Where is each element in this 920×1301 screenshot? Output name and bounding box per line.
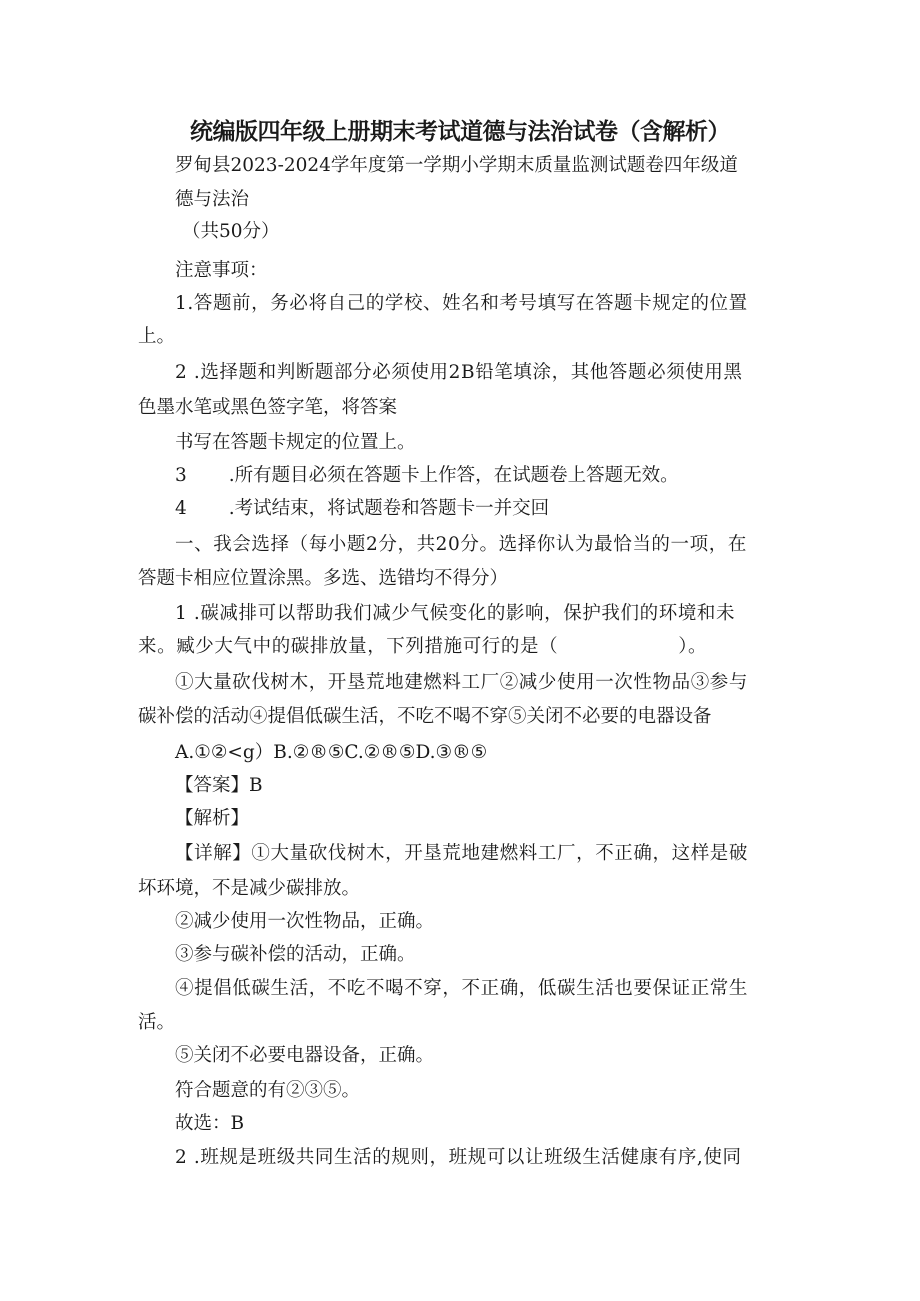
q2-stem-line-1: 2 .班规是班级共同生活的规则，班规可以让班级生活健康有序,使同: [175, 1147, 742, 1168]
note-2-line-1: 2 .选择题和判断题部分必须使用2B铅笔填涂，其他答题必须使用黑: [175, 362, 743, 383]
q1-choices: A.①②<g）B.②®⑤C.②®⑤D.③®⑤: [175, 742, 488, 763]
q1-stem-line-1: 1 .碳减排可以帮助我们减少气候变化的影响，保护我们的环境和未: [175, 603, 736, 624]
section-1-line-2: 答题卡相应位置涂黑。多选、选错均不得分）: [138, 568, 509, 589]
q1-stem-text: 来。臧少大气中的碳排放量，下列措施可行的是（: [138, 636, 559, 657]
q1-detail-3: ③参与碳补偿的活动，正确。: [175, 944, 416, 965]
q1-detail-2: ②减少使用一次性物品，正确。: [175, 911, 435, 932]
subtitle-line-1: 罗甸县2023-2024学年度第一学期小学期末质量监测试题卷四年级道: [175, 155, 738, 176]
note-4: [175, 496, 549, 522]
note-3-text: .所有题目必须在答题卡上作答，在试题卷上答题无效。: [228, 465, 679, 486]
q1-detail-line-2: 坏环境，不是减少碳排放。: [138, 878, 361, 899]
note-1-line-1: 1.答题前，务必将自己的学校、姓名和考号填写在答题卡规定的位置: [175, 293, 748, 314]
q1-options-line-2: 碳补偿的活动④提倡低碳生活，不吃不喝不穿⑤关闭不必要的电器设备: [138, 706, 712, 727]
q1-options-line-1: ①大量砍伐树木，开垦荒地建燃料工厂②减少使用一次性物品③参与: [175, 672, 749, 693]
q1-analysis-label: 【解析】: [175, 808, 250, 829]
note-4-number: 4: [175, 498, 187, 519]
q1-detail-line-1: 【详解】①大量砍伐树木，开垦荒地建燃料工厂，不正确，这样是破: [175, 843, 749, 864]
q1-stem-end: ）。: [678, 636, 708, 657]
note-2-line-2: 色墨水笔或黑色签字笔，将答案: [138, 397, 398, 418]
q1-detail-4-line-2: 活。: [138, 1012, 176, 1033]
q1-stem-line-2: [138, 634, 707, 660]
q1-detail-4-line-1: ④提倡低碳生活，不吃不喝不穿，不正确，低碳生活也要保证正常生: [175, 978, 749, 999]
note-3: [175, 463, 679, 489]
note-1-line-2: 上。: [138, 326, 176, 347]
note-4-text: .考试结束，将试题卷和答题卡一并交回: [228, 498, 550, 519]
note-2-line-3: 书写在答题卡规定的位置上。: [175, 432, 416, 453]
page-title: 统编版四年级上册期末考试道德与法治试卷（含解析）: [190, 119, 730, 145]
subtitle-line-2: 德与法治: [175, 189, 250, 210]
q1-pick: 故选：B: [175, 1113, 245, 1134]
note-3-number: 3: [175, 465, 187, 486]
q1-detail-5: ⑤关闭不必要电器设备，正确。: [175, 1045, 435, 1066]
notes-heading: 注意事项：: [175, 260, 268, 281]
q1-conclusion: 符合题意的有②③⑤。: [175, 1080, 361, 1101]
q1-answer: 【答案】B: [175, 775, 263, 796]
section-1-line-1: 一、我会选择（每小题2分，共20分。选择你认为最恰当的一项，在: [175, 534, 747, 555]
score-total: （共50分）: [182, 221, 280, 242]
